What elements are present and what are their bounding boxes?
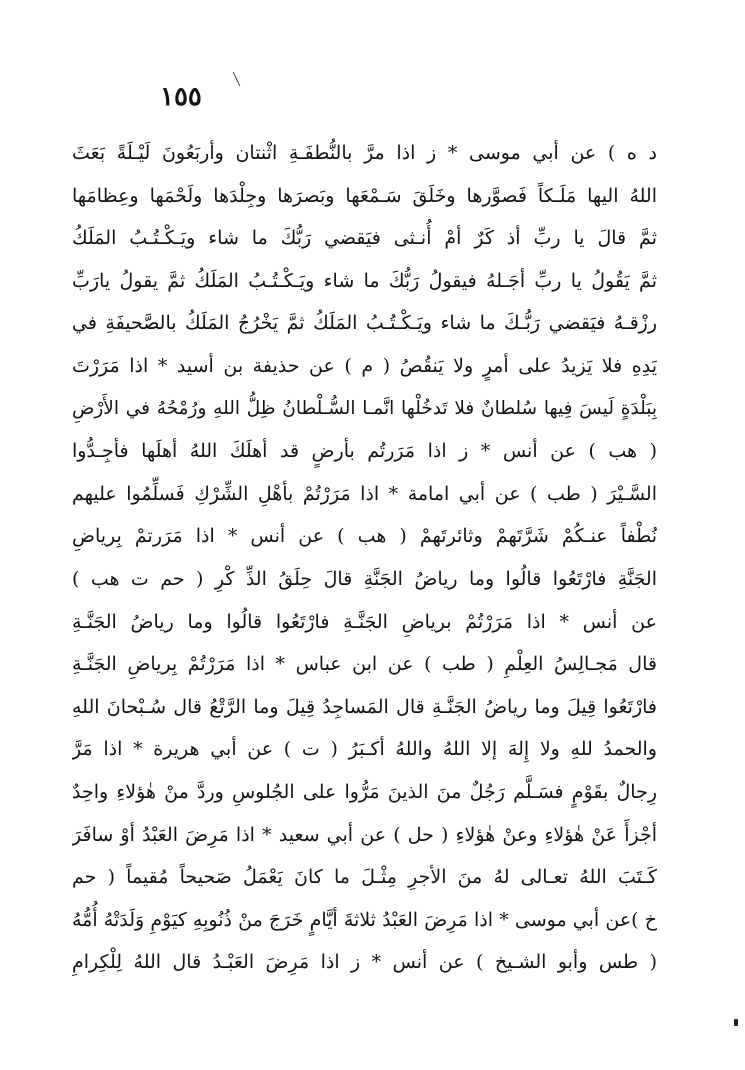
text-line: اللهُ اليها مَلَـكاً فَصوَّرها وخَلَقَ سَـمْعَها وبَصرَها وجِلْدَها ولَحْمَها وعِظامَها — [72, 184, 657, 207]
text-line: ثمَّ يَقُولُ يا ربِّ أجَـلهُ فيقولُ رَبُّكَ ما شاء ويَـكْـتُـبُ المَلَكُ ثمَّ يقولُ يارَبِّ — [72, 269, 657, 292]
text-line: قال مَجـالِسُ العِلْمِ ( طب ) عن ابن عباس * اذا مَرَرْتُمْ بِرياضِ الجَنَّـةِ — [72, 653, 657, 676]
text-line: نُطْفاً عنـكُمْ شَرَّتَهمْ وثائرتَهمْ ( هب ) عن أنس * اذا مَرَرتمْ بِرياضِ — [72, 525, 657, 548]
page-edge-mark — [734, 1019, 738, 1026]
page-number: ١٥٥ — [160, 82, 202, 112]
text-line: فارْتَعُوا قِيلَ وما رياضُ الجَنَّـةِ قال المَساجِدُ قِيلَ وما الرَّتْعُ قال سُـبْحانَ اللهِ — [72, 695, 657, 718]
text-line: السَّـيْرَ ( طب ) عن أبي امامة * اذا مَرَرْتُمْ بأهْلِ الشِّرْكِ فَسلِّمُوا عليهم — [72, 482, 657, 505]
text-line: ( هب ) عن أنس * ز اذا مَرَرتُم بأرضٍ قد أهلَكَ اللهُ أهلَها فأجِـدُّوا — [72, 440, 657, 463]
text-line: رزْقـهُ فيَقضي رَبُّـكَ ما شاء ويَـكْـتُـبُ المَلَكُ ثمَّ يَخْرُجُ المَلَكُ بالصَّحيفَةِ في — [72, 312, 657, 335]
text-line: كَـتَبَ اللهُ تعـالى لهُ منَ الأجرِ مِثْـلَ ما كانَ يَعْمَلُ صَحيحاً مُقيماً ( حم — [72, 866, 657, 889]
text-line: د ه ) عن أبي موسى * ز اذا مرَّ بالنُّطفَـةِ اثْنتان وأربَعُونَ لَيْـلَةً بَعَثَ — [72, 142, 657, 164]
text-line: ( طس وأبو الشـيخ ) عن أنس * ز اذا مَرِضَ العَبْـدُ قال اللهُ لِلْكِرامِ — [72, 951, 657, 974]
text-line: والحمدُ للهِ ولا إِلهَ إلا اللهُ واللهُ أكـبَرُ ( ت ) عن أبي هريرة * اذا مَرَّ — [72, 738, 657, 761]
text-line: رِجالٌ بقَوْمٍ فسَـلَّم رَجُلٌ منَ الذينَ مَرُّوا على الجُلوسِ وردَّ منْ هٰؤلاءِ واحِدٌ — [72, 780, 657, 803]
text-line: بِبَلْدَةٍ لَيسَ فِيها سُلطانٌ فلا تَدخُلْها انَّمـا السُّـلْطانُ ظِلُّ اللهِ ورُمْحُهُ في الأَرْضِ — [72, 397, 657, 419]
text-line: ثمَّ قالَ يا ربِّ أذ كَرٌ أمْ أُنـثى فيَقضي رَبُّكَ ما شاء ويَـكْـتُـبُ المَلَكُ — [72, 227, 657, 250]
arabic-text-body — [72, 132, 657, 984]
text-line: يَدِهِ فلا يَزيدُ على أمرٍ ولا يَنقُصُ ( م ) عن حذيفة بن أسيد * اذا مَرَرْتَ — [72, 354, 657, 377]
text-line: خ )عن أبي موسى * اذا مَرِضَ العَبْدُ ثلاثةَ أيَّامٍ خَرَجَ منْ ذُنُوبِهِ كيَوْمِ وَلَدَتْهُ أُمُّهُ — [72, 908, 657, 931]
text-line: عن أنس * اذا مَرَرْتُمْ برياضِ الجَنَّـةِ فارْتَعُوا قالُوا وما رياضُ الجَنَّـةِ — [72, 610, 657, 633]
text-line: الجَنَّةِ فارْتَعُوا قالُوا وما رياضُ الجَنَّةِ قالَ حِلَقُ الذِّ كْرِ ( حم ت هب ) — [72, 567, 657, 590]
text-line: أجْزأَ عَنْ هٰؤلاءِ وعنْ هٰؤلاءِ ( حل ) عن أبي سعيد * اذا مَرِضَ العَبْدُ أوْ سافَرَ — [72, 823, 657, 846]
